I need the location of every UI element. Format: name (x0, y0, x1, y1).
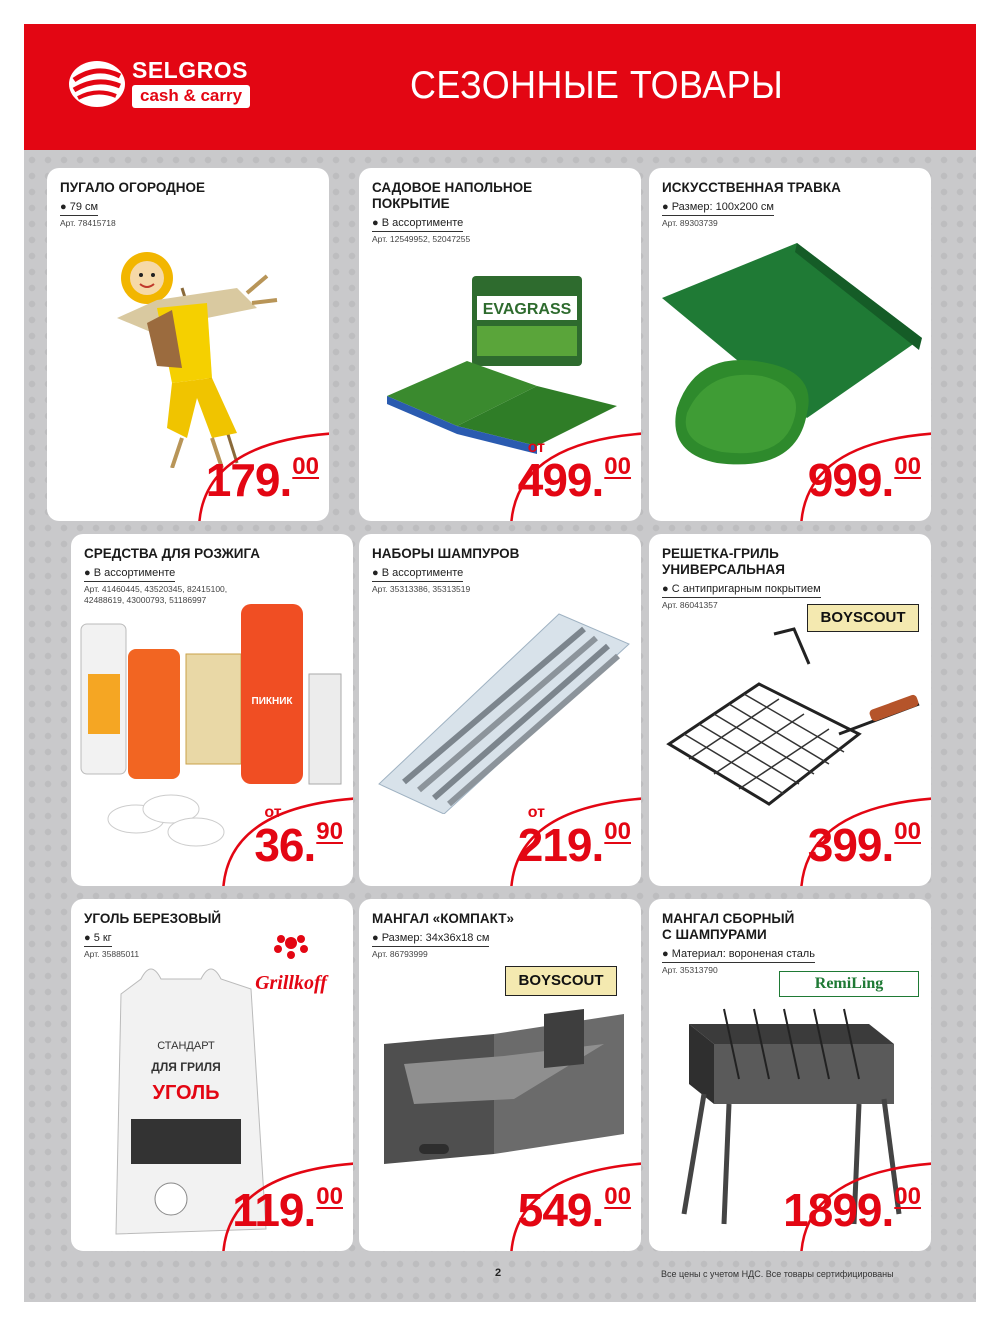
selgros-logo[interactable] (68, 54, 278, 118)
price-main: 179. (205, 454, 292, 506)
price-cents: 00 (894, 453, 921, 480)
price-tag (517, 804, 631, 872)
price-cents: 00 (604, 453, 631, 480)
product-title: МАНГАЛ СБОРНЫЙ С ШАМПУРАМИ (662, 911, 795, 942)
product-card-lighting-fluids[interactable] (71, 534, 353, 886)
product-article: Арт. 35313790 (662, 965, 718, 975)
product-card-garden-floor[interactable] (359, 168, 641, 521)
product-title: СРЕДСТВА ДЛЯ РОЗЖИГА (84, 546, 261, 561)
product-article: Арт. 35313386, 35313519 (372, 584, 471, 594)
price-tag (808, 453, 921, 507)
pack-label: EVAGRASS (482, 301, 572, 318)
product-card-artificial-grass[interactable] (649, 168, 931, 521)
product-card-scarecrow[interactable] (47, 168, 329, 521)
price-cents: 00 (316, 1183, 343, 1210)
product-article: Арт. 86793999 (372, 949, 428, 959)
page-number: 2 (495, 1267, 502, 1279)
product-article: Арт. 41460445, 43520345, 82415100, 42488619, 43000793, 51186997 (84, 584, 228, 605)
product-article: Арт. 78415718 (60, 218, 116, 228)
logo-brand-text: SELGROS (132, 57, 248, 83)
price-main: 999. (807, 454, 894, 506)
product-note: ● В ассортименте (372, 216, 463, 232)
price-cents: 00 (894, 818, 921, 845)
product-card-grill-grate[interactable] (649, 534, 931, 886)
price-tag (517, 439, 631, 507)
price-main: 399. (807, 819, 894, 871)
bag-text-3: УГОЛЬ (152, 1082, 220, 1104)
product-card-assembled-brazier[interactable] (649, 899, 931, 1251)
price-cents: 00 (604, 818, 631, 845)
price-from: от (527, 804, 545, 821)
product-title: РЕШЕТКА-ГРИЛЬ УНИВЕРСАЛЬНАЯ (662, 546, 785, 577)
product-article: Арт. 12549952, 52047255 (372, 234, 471, 244)
product-card-skewer-sets[interactable] (359, 534, 641, 886)
product-card-charcoal[interactable] (71, 899, 353, 1251)
price-main: 119. (232, 1184, 316, 1236)
product-article: Арт. 86041357 (662, 600, 718, 610)
price-cents: 00 (604, 1183, 631, 1210)
boyscout-badge: BOYSCOUT (505, 966, 617, 996)
price-main: 549. (517, 1184, 604, 1236)
price-main: 36. (254, 819, 316, 871)
price-cents: 90 (316, 818, 343, 845)
price-cents: 00 (894, 1183, 921, 1210)
product-title: ИСКУССТВЕННАЯ ТРАВКА (662, 180, 841, 195)
product-note: ● В ассортименте (84, 566, 175, 582)
skewers-image (374, 604, 634, 814)
header-banner (24, 24, 976, 150)
price-main: 219. (517, 819, 604, 871)
flyer-page (24, 24, 976, 1302)
price-tag (206, 453, 319, 507)
product-title: НАБОРЫ ШАМПУРОВ (372, 546, 520, 561)
price-main: 1899. (783, 1184, 894, 1236)
price-tag (254, 804, 343, 872)
product-card-compact-brazier[interactable] (359, 899, 641, 1251)
footer-note: Все цены с учетом НДС. Все товары сертифицированы (661, 1269, 894, 1279)
boyscout-badge: BOYSCOUT (807, 604, 919, 632)
product-title: ПУГАЛО ОГОРОДНОЕ (60, 180, 206, 195)
page-title: СЕЗОННЫЕ ТОВАРЫ (410, 64, 784, 107)
price-tag (232, 1183, 343, 1237)
bottle-label: ПИКНИК (251, 696, 293, 707)
price-main: 499. (517, 454, 604, 506)
price-tag (808, 818, 921, 872)
remiling-badge: RemiLing (779, 971, 919, 997)
logo-sub-text: cash & carry (132, 85, 250, 108)
price-cents: 00 (292, 453, 319, 480)
product-title: САДОВОЕ НАПОЛЬНОЕ ПОКРЫТИЕ (372, 180, 533, 211)
price-from: от (527, 439, 545, 456)
bag-text-2: ДЛЯ ГРИЛЯ (151, 1060, 221, 1074)
grillkoff-brand: Grillkoff (255, 972, 327, 994)
bag-text-1: СТАНДАРТ (157, 1040, 215, 1052)
price-tag (518, 1183, 631, 1237)
product-note: ● С антипригарным покрытием (662, 582, 821, 598)
price-from: от (264, 804, 282, 821)
product-article: Арт. 35885011 (84, 949, 140, 959)
price-tag (783, 1183, 921, 1237)
product-note: ● Размер: 100х200 см (662, 200, 774, 216)
selgros-logo-icon (68, 58, 126, 110)
product-note: ● Материал: вороненая сталь (662, 947, 815, 963)
product-article: Арт. 89303739 (662, 218, 718, 228)
product-note: ● 79 см (60, 200, 98, 216)
product-title: УГОЛЬ БЕРЕЗОВЫЙ (84, 911, 222, 926)
product-note: ● 5 кг (84, 931, 112, 947)
product-title: МАНГАЛ «КОМПАКТ» (372, 911, 514, 926)
product-note: ● Размер: 34х36х18 см (372, 931, 489, 947)
product-note: ● В ассортименте (372, 566, 463, 582)
